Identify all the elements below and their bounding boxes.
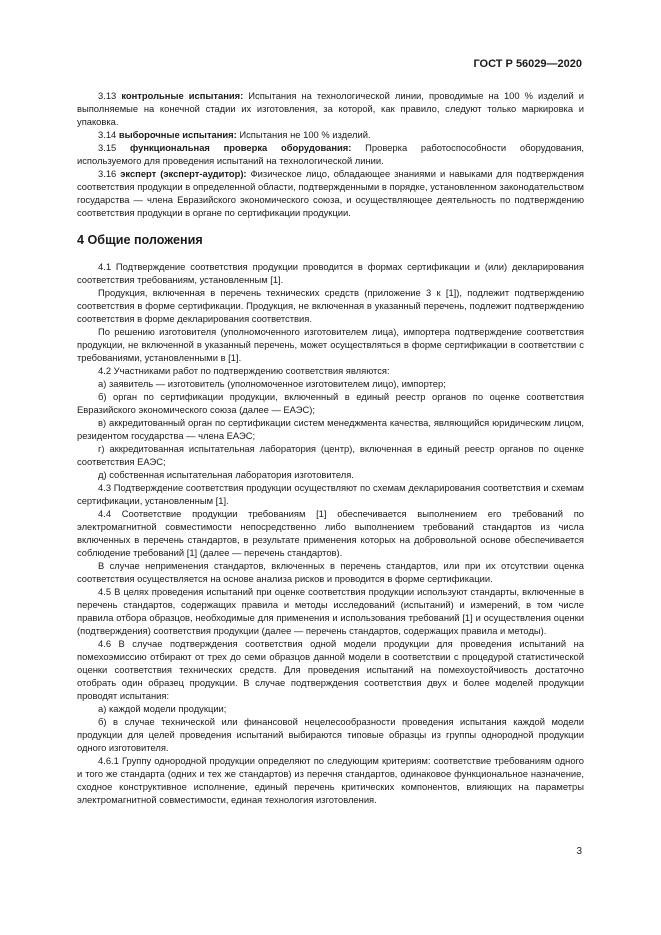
- term-3-15: 3.15 функциональная проверка оборудования: Проверка работоспособности оборудования, используемого для проведения испытаний на технологической линии.: [77, 142, 585, 166]
- term-title: выборочные испытания:: [118, 129, 237, 140]
- document-id-header: ГОСТ Р 56029—2020: [473, 58, 582, 70]
- list-item: а) каждой модели продукции;: [98, 703, 227, 714]
- paragraph: 4.1 Подтверждение соответствия продукции проводится в формах сертификации и (или) декларирования соответствия требованиям, установленным [1].: [77, 261, 584, 285]
- list-item: а) заявитель — изготовитель (уполномоченное изготовителем лицо), импортер;: [98, 378, 446, 389]
- paragraph: 4.6.1 Группу однородной продукции определяют по следующим критериям: соответствие требованиям одного и того же стандарта (одних и тех же стандартов) из перечня стандартов, одинаковое функциональное назначение, сходное конструктивное исполнение, единый перечень критических компонентов, влияющих на параметры электромагнитной совместимости, единая технология изготовления.: [77, 755, 584, 805]
- term-definition: Испытания не 100 % изделий.: [239, 129, 371, 140]
- paragraph: 4.6 В случае подтверждения соответствия одной модели продукции для проведения испытаний на помехоэмиссию отбирают от трех до семи образцов данной модели в соответствии с процедурой статистической оценки соответствия технических средств. Для проведения испытаний на помехоустойчивость достаточно отобрать один образец продукции. В случае подтверждения соответствия двух и более моделей продукции проводят испытания:: [77, 638, 584, 701]
- page-number: 3: [576, 846, 582, 857]
- section-heading: 4 Общие положения: [77, 233, 203, 247]
- list-item: б) в случае технической или финансовой нецелесообразности проведения испытания каждой модели продукции для целей проведения испытаний выбираются типовые образцы из группы однородной продукции одного изготовителя.: [77, 716, 584, 753]
- term-definition: Физическое лицо, обладающее знаниями и навыками для подтверждения соответствия продукции в определенной области, подтвержденными в порядке, установленном законодательством государства — члена Евразийского экономического союза, и осуществляющее деятельность по подтверждению соответствия продукции в органе по сертификации продукции.: [77, 168, 585, 218]
- term-definition: Испытания на технологической линии, проводимые на 100 % изделий и выполняемые на конечной стадии их изготовления, за которой, как правило, следуют только маркировка и упаковка.: [77, 90, 584, 127]
- term-3-16: 3.16 эксперт (эксперт-аудитор): Физическое лицо, обладающее знаниями и навыками для подтверждения соответствия продукции в определенной области, подтвержденными в порядке, установленном законодательством государства — члена Евразийского экономического союза, и осуществляющее деятельность по подтверждению соответствия продукции в органе по сертификации продукции.: [77, 168, 585, 218]
- paragraph: 4.2 Участниками работ по подтверждению соответствия являются:: [98, 365, 390, 376]
- list-item: в) аккредитованный орган по сертификации систем менеджмента качества, являющийся юридическим лицом, резидентом государства — члена ЕАЭС;: [77, 417, 584, 441]
- paragraph: 4.3 Подтверждение соответствия продукции осуществляют по схемам декларирования соответствия и схемам сертификации, установленным [1].: [77, 482, 584, 506]
- paragraph: 4.4 Соответствие продукции требованиям [1] обеспечивается выполнением его требований по электромагнитной совместимости непосредственно либо выполнением требований стандартов из числа включенных в перечень стандартов, в результате применения которых на добровольной основе обеспечивается соблюдение требований [1] (далее — перечень стандартов).: [77, 508, 584, 558]
- paragraph: 4.5 В целях проведения испытаний при оценке соответствия продукции используют стандарты, включенные в перечень стандартов, содержащих правила и методы исследований (испытаний) и измерений, в том числе правила отбора образцов, необходимые для применения и использования требований [1] и осуществления оценки (подтверждения) соответствия продукции (далее — перечень стандартов, содержащих правила и методы).: [77, 586, 584, 636]
- term-3-14: 3.14 выборочные испытания: Испытания не 100 % изделий.: [98, 129, 371, 140]
- paragraph: Продукция, включенная в перечень технических средств (приложение 3 к [1]), подлежит подтверждению соответствия в форме сертификации. Продукция, не включенная в указанный перечень, подлежит подтверждению соответствия в форме декларирования соответствия.: [77, 287, 584, 324]
- paragraph: По решению изготовителя (уполномоченного изготовителем лица), импортера подтверждение соответствия продукции, не включенной в указанный перечень, может осуществляться в форме сертификации в соответствии с требованиями, установленными в [1].: [77, 326, 584, 363]
- list-item: б) орган по сертификации продукции, включенный в единый реестр органов по оценке соответствия Евразийского экономического союза (далее — ЕАЭС);: [77, 391, 584, 415]
- term-3-13: 3.13 контрольные испытания: Испытания на технологической линии, проводимые на 100 % изделий и выполняемые на конечной стадии их изготовления, за которой, как правило, следуют только маркировка и упаковка.: [77, 90, 584, 127]
- term-definition: Проверка работоспособности оборудования, используемого для проведения испытаний на технологической линии.: [77, 142, 585, 166]
- list-item: г) аккредитованная испытательная лаборатория (центр), включенная в единый реестр органов по оценке соответствия ЕАЭС;: [77, 443, 584, 467]
- paragraph: В случае неприменения стандартов, включенных в перечень стандартов, или при их отсутствии оценка соответствия осуществляется на основе анализа рисков и проводится в форме сертификации.: [77, 560, 584, 584]
- term-title: контрольные испытания:: [121, 90, 244, 101]
- term-title: функциональная проверка оборудования:: [130, 142, 352, 153]
- document-body: [77, 89, 584, 806]
- list-item: д) собственная испытательная лаборатория изготовителя.: [98, 469, 354, 480]
- term-title: эксперт (эксперт-аудитор):: [120, 168, 247, 179]
